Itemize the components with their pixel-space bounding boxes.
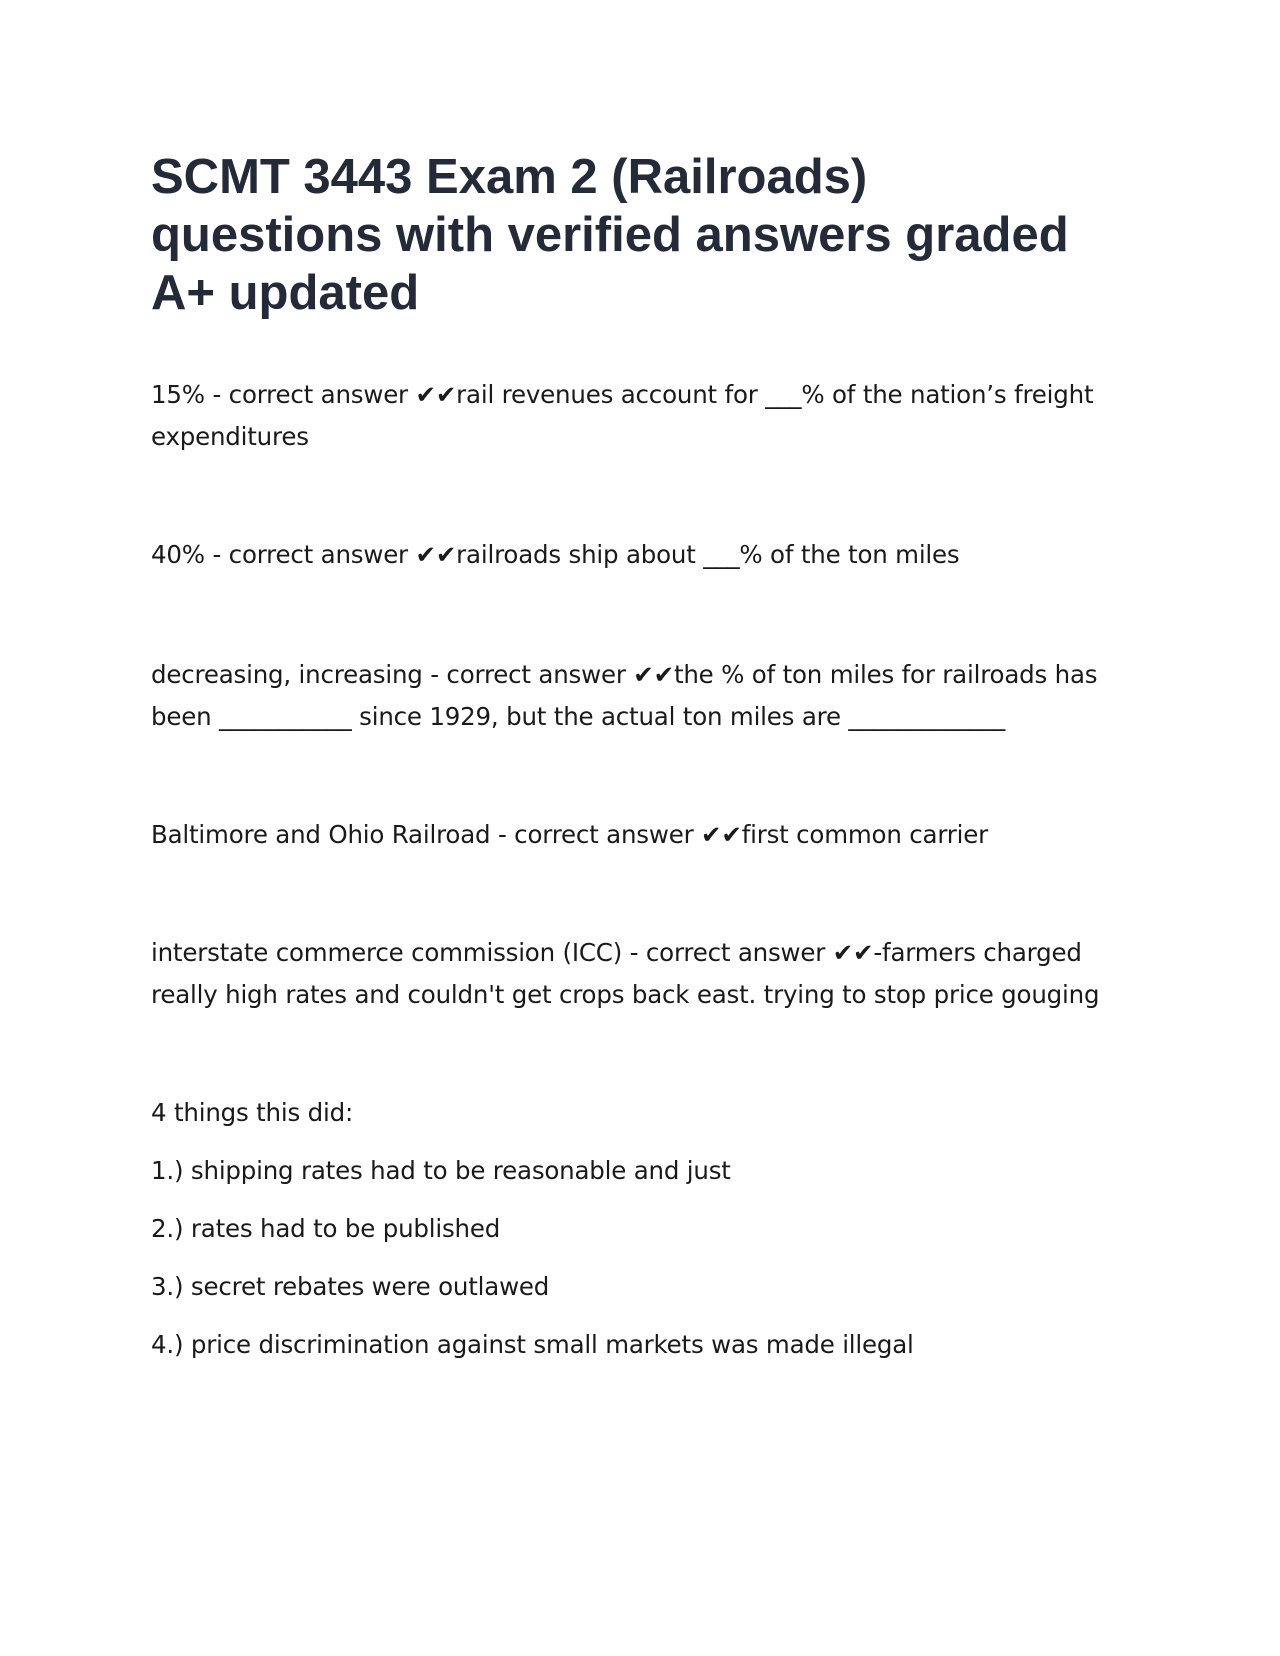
qa-entry-icc: interstate commerce commission (ICC) - correct answer ✔✔-farmers charged really high rates and couldn't get crops back east. trying to stop price gouging (151, 938, 1100, 1009)
document-body (151, 148, 1111, 1366)
document-title: SCMT 3443 Exam 2 (Railroads) questions with verified answers graded A+ updated (151, 150, 1069, 320)
qa-entry-ton-miles: 40% - correct answer ✔✔railroads ship about ___% of the ton miles (151, 540, 960, 569)
qa-entry-ton-miles-trend: decreasing, increasing - correct answer ✔✔the % of ton miles for railroads has been ___________ since 1929, but the actual ton miles are _____________ (151, 660, 1098, 731)
list-item: 1.) shipping rates had to be reasonable and just (151, 1156, 731, 1185)
qa-entry-rail-revenues: 15% - correct answer ✔✔rail revenues account for ___% of the nation’s freight expenditures (151, 380, 1094, 451)
list-item: 3.) secret rebates were outlawed (151, 1272, 550, 1301)
list-item: 2.) rates had to be published (151, 1214, 501, 1243)
list-intro: 4 things this did: (151, 1098, 354, 1127)
qa-entry-common-carrier: Baltimore and Ohio Railroad - correct answer ✔✔first common carrier (151, 820, 989, 849)
list-item: 4.) price discrimination against small markets was made illegal (151, 1330, 914, 1359)
